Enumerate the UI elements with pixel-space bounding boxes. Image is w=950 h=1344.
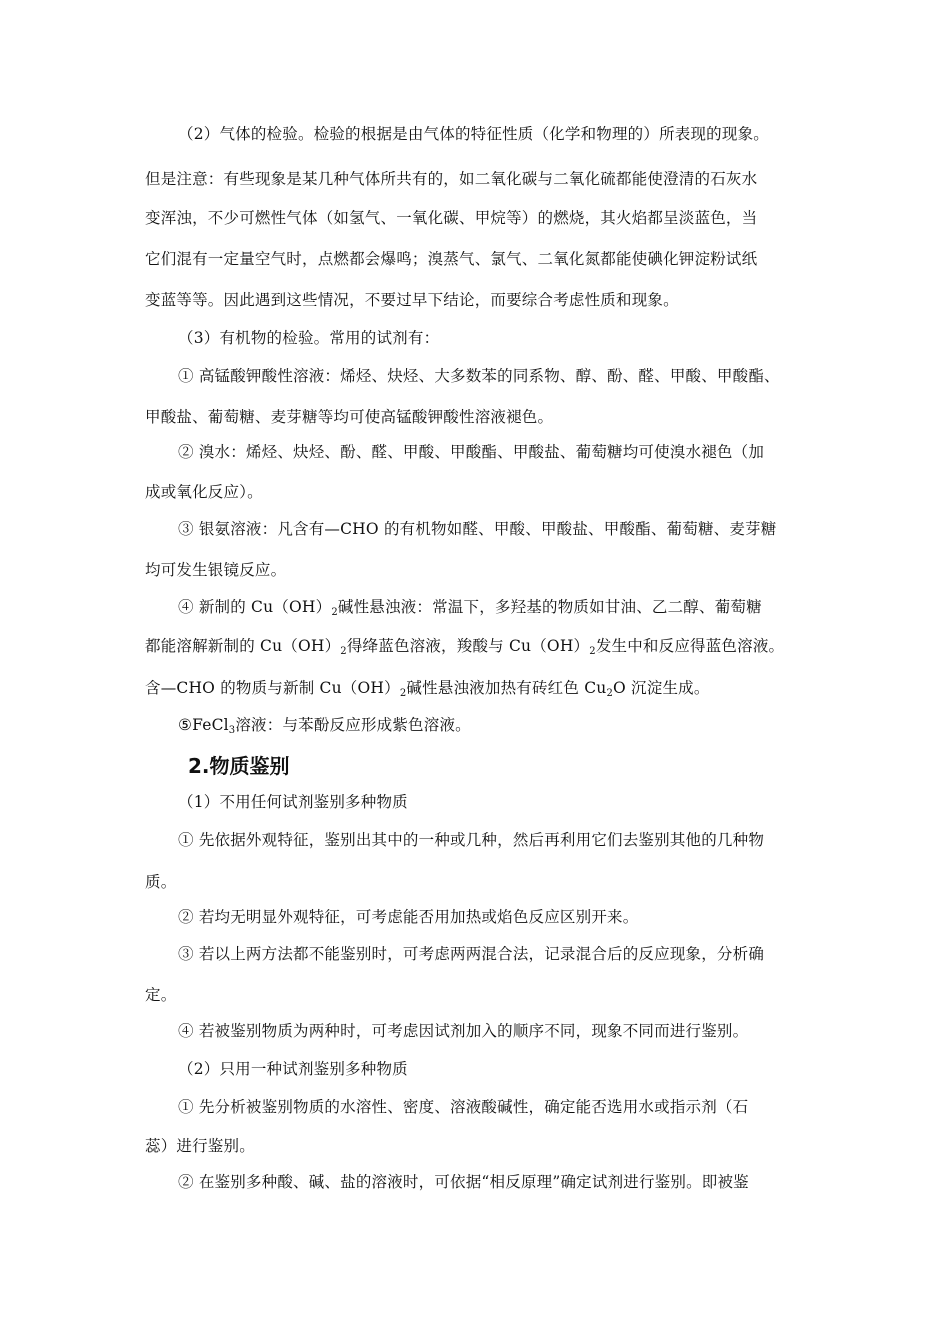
text-line: 变浑浊，不少可燃性气体（如氢气、一氧化碳、甲烷等）的燃烧，其火焰都呈淡蓝色，当 <box>145 209 758 227</box>
text-line: ② 溴水：烯烃、炔烃、酚、醛、甲酸、甲酸酯、甲酸盐、葡萄糖均可使溴水褪色（加 <box>178 443 765 461</box>
text-line: 均可发生银镜反应。 <box>145 561 287 579</box>
text-line: （2）气体的检验。检验的根据是由气体的特征性质（化学和物理的）所表现的现象。 <box>178 125 769 143</box>
text-line: （3）有机物的检验。常用的试剂有： <box>178 329 440 347</box>
text-line: ② 在鉴别多种酸、碱、盐的溶液时，可依据“相反原理”确定试剂进行鉴别。即被鉴 <box>178 1173 749 1191</box>
text-line: ③ 若以上两方法都不能鉴别时，可考虑两两混合法，记录混合后的反应现象，分析确 <box>178 945 765 963</box>
text-line: ① 先依据外观特征，鉴别出其中的一种或几种，然后再利用它们去鉴别其他的几种物 <box>178 831 765 849</box>
text-line: 它们混有一定量空气时，点燃都会爆鸣；溴蒸气、氯气、二氧化氮都能使碘化钾淀粉试纸 <box>145 250 758 268</box>
text-line: 变蓝等等。因此遇到这些情况，不要过早下结论，而要综合考虑性质和现象。 <box>145 291 679 309</box>
text-line: 都能溶解新制的 $Cu(OH)_2$得绛蓝色溶液，羧酸与 $Cu(OH)_2$发生中和反应得蓝色溶液。 <box>145 637 785 657</box>
text-line: 质。 <box>145 873 177 891</box>
text-line: ① 高锰酸钾酸性溶液：烯烃、炔烃、大多数苯的同系物、醇、酚、醛、甲酸、甲酸酯、 <box>178 367 780 385</box>
text-line: 成或氧化反应）。 <box>145 483 263 501</box>
section-heading: 2.物质鉴别 <box>188 754 290 778</box>
text-line: 但是注意：有些现象是某几种气体所共有的，如二氧化碳与二氧化硫都能使澄清的石灰水 <box>145 170 758 188</box>
text-line: ② 若均无明显外观特征，可考虑能否用加热或焰色反应区别开来。 <box>178 908 639 926</box>
text-line: 含—CHO 的物质与新制 $Cu(OH)_2$碱性悬浊液加热有砖红色 $Cu_2O$ 沉淀生成。 <box>145 679 710 699</box>
text-line: ③ 银氨溶液：凡含有—CHO 的有机物如醛、甲酸、甲酸盐、甲酸酯、葡萄糖、麦芽糖 <box>178 520 777 538</box>
text-line: 定。 <box>145 986 177 1004</box>
text-line: ⑤FeCl$_3$溶液：与苯酚反应形成紫色溶液。 <box>178 716 471 736</box>
text-line: 甲酸盐、葡萄糖、麦芽糖等均可使高锰酸钾酸性溶液褪色。 <box>145 408 554 426</box>
text-line: （2）只用一种试剂鉴别多种物质 <box>178 1060 408 1078</box>
text-line: ① 先分析被鉴别物质的水溶性、密度、溶液酸碱性，确定能否选用水或指示剂（石 <box>178 1098 749 1116</box>
text-line: ④ 若被鉴别物质为两种时，可考虑因试剂加入的顺序不同，现象不同而进行鉴别。 <box>178 1022 749 1040</box>
text-line: ④ 新制的 $Cu(OH)_2$碱性悬浊液：常温下，多羟基的物质如甘油、乙二醇、葡萄糖 <box>178 598 762 618</box>
text-line: 蕊）进行鉴别。 <box>145 1137 255 1155</box>
text-line: （1）不用任何试剂鉴别多种物质 <box>178 793 408 811</box>
